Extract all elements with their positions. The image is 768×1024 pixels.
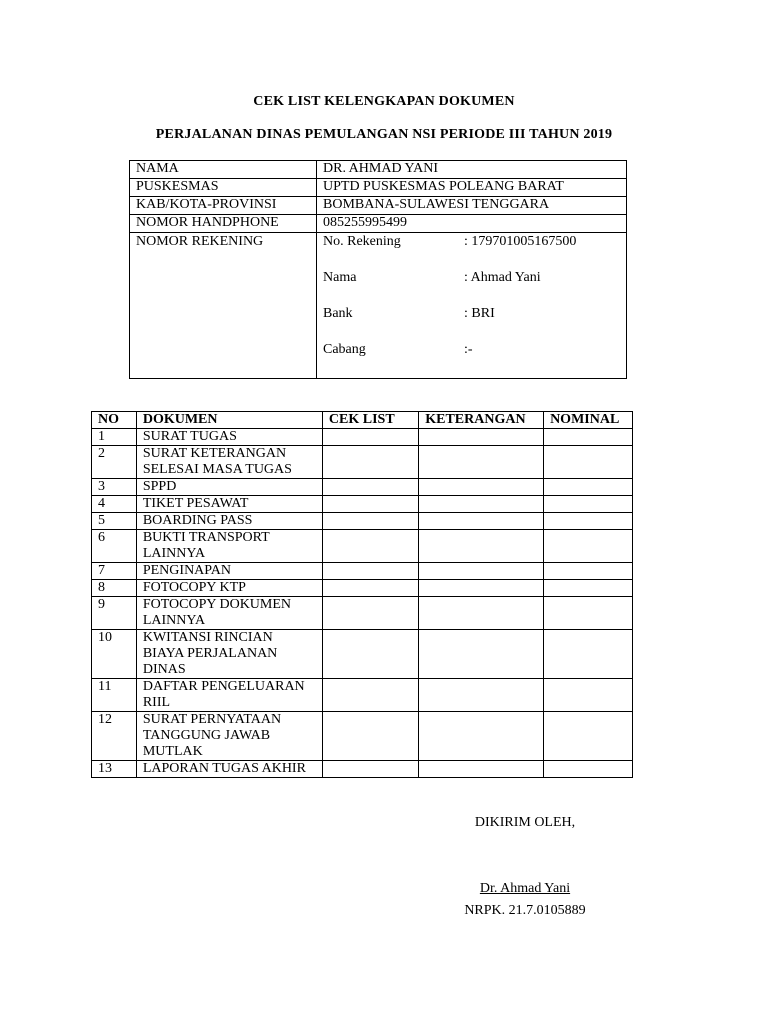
row-number: 1 bbox=[92, 429, 137, 446]
row-number: 5 bbox=[92, 513, 137, 530]
table-row bbox=[92, 630, 633, 679]
row-document: FOTOCOPY DOKUMEN LAINNYA bbox=[136, 597, 322, 630]
row-number: 7 bbox=[92, 563, 137, 580]
account-key: Cabang bbox=[323, 342, 366, 357]
row-nominal-cell bbox=[544, 712, 633, 761]
table-row bbox=[92, 679, 633, 712]
sent-by-label: DIKIRIM OLEH, bbox=[474, 815, 576, 830]
table-row bbox=[92, 429, 633, 446]
row-document: SURAT TUGAS bbox=[136, 429, 322, 446]
row-number: 13 bbox=[92, 761, 137, 778]
table-row bbox=[92, 761, 633, 778]
kab-value: BOMBANA-SULAWESI TENGGARA bbox=[317, 197, 627, 215]
table-header-row bbox=[92, 412, 633, 429]
row-number: 10 bbox=[92, 630, 137, 679]
row-keterangan-cell bbox=[419, 580, 544, 597]
header-keterangan: KETERANGAN bbox=[419, 412, 544, 429]
document-checklist-table bbox=[91, 411, 633, 778]
row-document: DAFTAR PENGELUARAN RIIL bbox=[136, 679, 322, 712]
account-line-branch bbox=[323, 342, 620, 378]
row-keterangan-cell bbox=[419, 679, 544, 712]
row-nominal-cell bbox=[544, 429, 633, 446]
row-nominal-cell bbox=[544, 530, 633, 563]
row-keterangan-cell bbox=[419, 597, 544, 630]
nama-value: DR. AHMAD YANI bbox=[317, 161, 627, 179]
puskesmas-value: UPTD PUSKESMAS POLEANG BARAT bbox=[317, 179, 627, 197]
table-row bbox=[92, 446, 633, 479]
account-line-number bbox=[323, 234, 620, 270]
header-no: NO bbox=[92, 412, 137, 429]
row-keterangan-cell bbox=[419, 446, 544, 479]
table-row bbox=[92, 580, 633, 597]
document-subtitle: PERJALANAN DINAS PEMULANGAN NSI PERIODE III TAHUN 2019 bbox=[155, 127, 613, 142]
row-number: 12 bbox=[92, 712, 137, 761]
row-number: 11 bbox=[92, 679, 137, 712]
row-document: LAPORAN TUGAS AKHIR bbox=[136, 761, 322, 778]
row-nominal-cell bbox=[544, 446, 633, 479]
row-cek-list-cell bbox=[322, 712, 418, 761]
row-document: SURAT PERNYATAAN TANGGUNG JAWAB MUTLAK bbox=[136, 712, 322, 761]
row-nominal-cell bbox=[544, 761, 633, 778]
row-document: BUKTI TRANSPORT LAINNYA bbox=[136, 530, 322, 563]
table-row bbox=[92, 479, 633, 496]
identity-row-nama bbox=[130, 161, 627, 179]
account-key: Nama bbox=[323, 270, 357, 285]
row-cek-list-cell bbox=[322, 597, 418, 630]
row-keterangan-cell bbox=[419, 530, 544, 563]
row-nominal-cell bbox=[544, 580, 633, 597]
row-number: 2 bbox=[92, 446, 137, 479]
header-dokumen: DOKUMEN bbox=[136, 412, 322, 429]
rekening-label: NOMOR REKENING bbox=[130, 233, 317, 379]
account-line-name bbox=[323, 270, 620, 306]
row-document: FOTOCOPY KTP bbox=[136, 580, 322, 597]
row-document: KWITANSI RINCIAN BIAYA PERJALANAN DINAS bbox=[136, 630, 322, 679]
signatory-name: Dr. Ahmad Yani bbox=[479, 881, 571, 896]
row-document: TIKET PESAWAT bbox=[136, 496, 322, 513]
row-nominal-cell bbox=[544, 597, 633, 630]
header-nominal: NOMINAL bbox=[544, 412, 633, 429]
account-value: : Ahmad Yani bbox=[464, 270, 541, 285]
signatory-nrpk: NRPK. 21.7.0105889 bbox=[464, 903, 586, 918]
row-number: 9 bbox=[92, 597, 137, 630]
hp-label: NOMOR HANDPHONE bbox=[130, 215, 317, 233]
row-keterangan-cell bbox=[419, 630, 544, 679]
row-cek-list-cell bbox=[322, 496, 418, 513]
row-document: BOARDING PASS bbox=[136, 513, 322, 530]
document-title: CEK LIST KELENGKAPAN DOKUMEN bbox=[253, 94, 515, 109]
row-nominal-cell bbox=[544, 630, 633, 679]
row-cek-list-cell bbox=[322, 679, 418, 712]
row-number: 6 bbox=[92, 530, 137, 563]
row-keterangan-cell bbox=[419, 513, 544, 530]
row-keterangan-cell bbox=[419, 496, 544, 513]
row-keterangan-cell bbox=[419, 479, 544, 496]
row-number: 4 bbox=[92, 496, 137, 513]
identity-row-rekening bbox=[130, 233, 627, 379]
table-row bbox=[92, 712, 633, 761]
puskesmas-label: PUSKESMAS bbox=[130, 179, 317, 197]
row-keterangan-cell bbox=[419, 761, 544, 778]
row-nominal-cell bbox=[544, 563, 633, 580]
header-cek-list: CEK LIST bbox=[322, 412, 418, 429]
row-keterangan-cell bbox=[419, 712, 544, 761]
identity-row-hp bbox=[130, 215, 627, 233]
account-key: Bank bbox=[323, 306, 353, 321]
identity-table bbox=[129, 160, 627, 379]
row-cek-list-cell bbox=[322, 513, 418, 530]
row-keterangan-cell bbox=[419, 429, 544, 446]
row-cek-list-cell bbox=[322, 479, 418, 496]
identity-row-puskesmas bbox=[130, 179, 627, 197]
row-cek-list-cell bbox=[322, 429, 418, 446]
nama-label: NAMA bbox=[130, 161, 317, 179]
account-value: : BRI bbox=[464, 306, 495, 321]
rekening-details bbox=[317, 233, 627, 379]
row-cek-list-cell bbox=[322, 630, 418, 679]
row-keterangan-cell bbox=[419, 563, 544, 580]
kab-label: KAB/KOTA-PROVINSI bbox=[130, 197, 317, 215]
table-row bbox=[92, 597, 633, 630]
table-row bbox=[92, 496, 633, 513]
hp-value: 085255995499 bbox=[317, 215, 627, 233]
row-nominal-cell bbox=[544, 496, 633, 513]
row-nominal-cell bbox=[544, 513, 633, 530]
row-cek-list-cell bbox=[322, 530, 418, 563]
row-number: 3 bbox=[92, 479, 137, 496]
table-row bbox=[92, 513, 633, 530]
row-cek-list-cell bbox=[322, 580, 418, 597]
row-cek-list-cell bbox=[322, 761, 418, 778]
row-document: SURAT KETERANGAN SELESAI MASA TUGAS bbox=[136, 446, 322, 479]
identity-row-kab bbox=[130, 197, 627, 215]
account-key: No. Rekening bbox=[323, 234, 401, 249]
account-value: :- bbox=[464, 342, 473, 357]
account-line-bank bbox=[323, 306, 620, 342]
row-number: 8 bbox=[92, 580, 137, 597]
table-row bbox=[92, 530, 633, 563]
table-row bbox=[92, 563, 633, 580]
account-value: : 179701005167500 bbox=[464, 234, 577, 249]
row-cek-list-cell bbox=[322, 446, 418, 479]
row-document: SPPD bbox=[136, 479, 322, 496]
row-cek-list-cell bbox=[322, 563, 418, 580]
row-nominal-cell bbox=[544, 679, 633, 712]
row-document: PENGINAPAN bbox=[136, 563, 322, 580]
row-nominal-cell bbox=[544, 479, 633, 496]
